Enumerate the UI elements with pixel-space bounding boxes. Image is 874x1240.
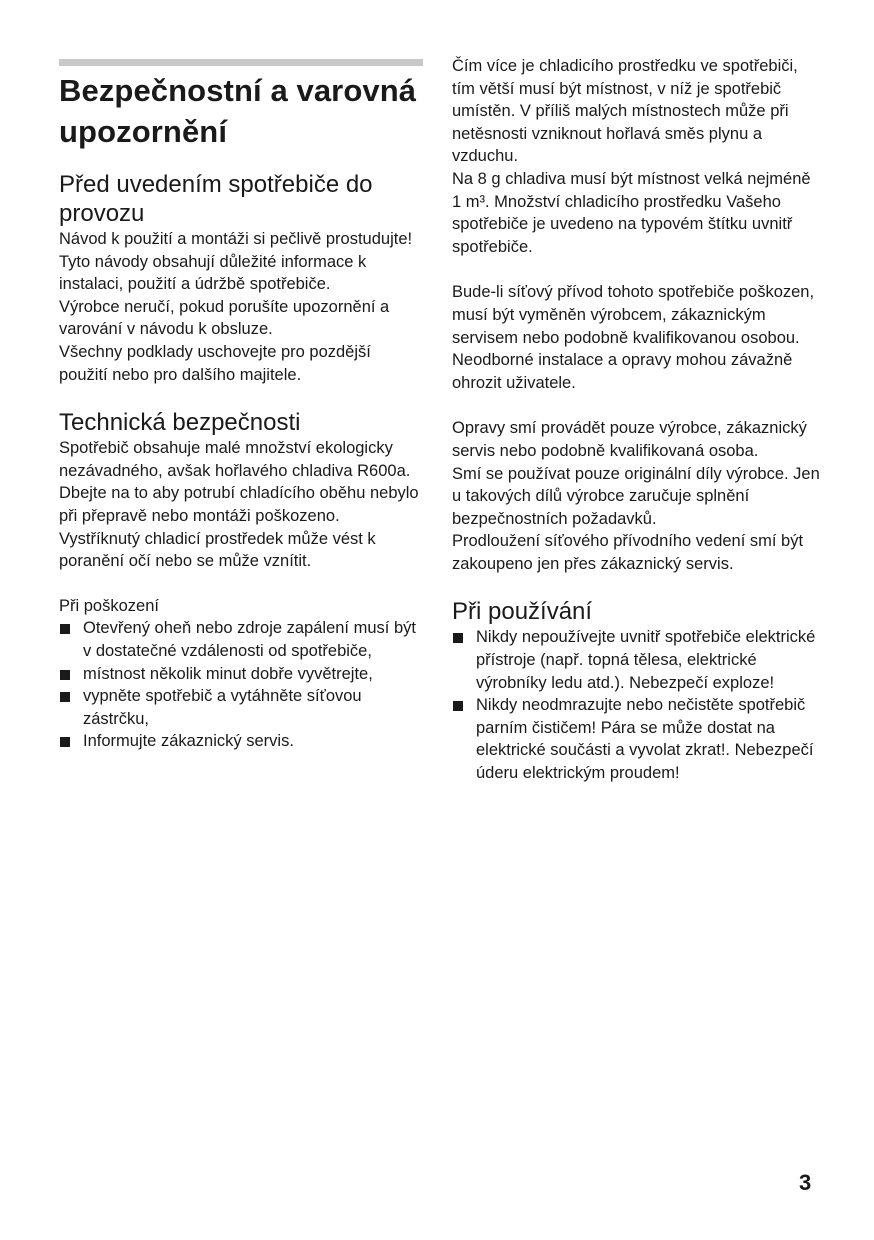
section-heading-before-use: Před uvedením spotřebiče do provozu <box>59 171 373 227</box>
page-title: Bezpečnostní a varovná upozornění <box>59 73 417 149</box>
paragraph: Spotřebič obsahuje malé množství ekologicky nezávadného, avšak hořlavého chladiva R600a. Dbejte na to aby potrubí chladícího oběhu nebylo při přepravě nebo montáži poškozeno. <box>59 439 419 525</box>
paragraph: Opravy smí provádět pouze výrobce, zákaznický servis nebo podobně kvalifikovaná osoba. <box>452 419 807 460</box>
list-item: Nikdy nepoužívejte uvnitř spotřebiče elektrické přístroje (např. topná tělesa, elektrické výrobníky ledu atd.). Nebezpečí exploze! <box>452 626 822 694</box>
top-rule <box>59 59 423 66</box>
list-item: Nikdy neodmrazujte nebo nečistěte spotřebič parním čističem! Pára se může dostat na elektrické součásti a vyvolat zkrat!. Nebezpečí úderu elektrickým proudem! <box>452 694 822 784</box>
paragraph: Výrobce neručí, pokud porušíte upozornění a varování v návodu k obsluze. <box>59 297 390 339</box>
page-number: 3 <box>799 1170 812 1195</box>
damage-intro: Při poškození <box>59 596 159 615</box>
square-bullet-icon <box>60 624 70 634</box>
square-bullet-icon <box>60 670 70 680</box>
square-bullet-icon <box>453 633 463 643</box>
usage-warnings-list <box>452 626 822 784</box>
paragraph: Na 8 g chladiva musí být místnost velká nejméně 1 m³. Množství chladicího prostředku Vašeho spotřebiče je uvedeno na typovém štítku uvnitř spotřebiče. <box>452 169 811 256</box>
list-item: Informujte zákaznický servis. <box>59 730 423 753</box>
square-bullet-icon <box>60 692 70 702</box>
list-item: místnost několik minut dobře vyvětrejte, <box>59 663 423 686</box>
section-heading-technical-safety: Technická bezpečnosti <box>59 409 301 437</box>
paragraph: Čím více je chladicího prostředku ve spotřebiči, tím větší musí být místnost, v níž je spotřebič umístěn. V příliš malých místnostech může při netěsnosti vzniknout hořlavá směs plynu a vzduchu. <box>452 57 798 166</box>
paragraph: Smí se používat pouze originální díly výrobce. Jen u takových dílů výrobce zaručuje splnění bezpečnostních požadavků. <box>452 464 820 528</box>
paragraph: Návod k použití a montáži si pečlivě prostudujte! Tyto návody obsahují důležité informace k instalaci, použití a údržbě spotřebiče. <box>59 230 413 294</box>
section-heading-during-use: Při používání <box>452 598 593 626</box>
list-item: vypněte spotřebič a vytáhněte síťovou zástrčku, <box>59 685 423 730</box>
square-bullet-icon <box>60 737 70 747</box>
paragraph: Prodloužení síťového přívodního vedení smí být zakoupeno jen přes zákaznický servis. <box>452 532 804 573</box>
square-bullet-icon <box>453 701 463 711</box>
paragraph: Vystříknutý chladicí prostředek může vést k poranění očí nebo se může vznítit. <box>59 529 376 571</box>
list-item: Otevřený oheň nebo zdroje zapálení musí být v dostatečné vzdálenosti od spotřebiče, <box>59 617 423 662</box>
left-column <box>59 59 423 753</box>
right-column <box>452 55 822 785</box>
paragraph: Bude-li síťový přívod tohoto spotřebiče poškozen, musí být vyměněn výrobcem, zákaznickým servisem nebo podobně kvalifikovanou osobou. Neodborné instalace a opravy mohou závažně ohrozit uživatele. <box>452 283 815 392</box>
paragraph: Všechny podklady uschovejte pro pozdější použití nebo pro dalšího majitele. <box>59 342 371 384</box>
damage-steps-list <box>59 617 423 753</box>
